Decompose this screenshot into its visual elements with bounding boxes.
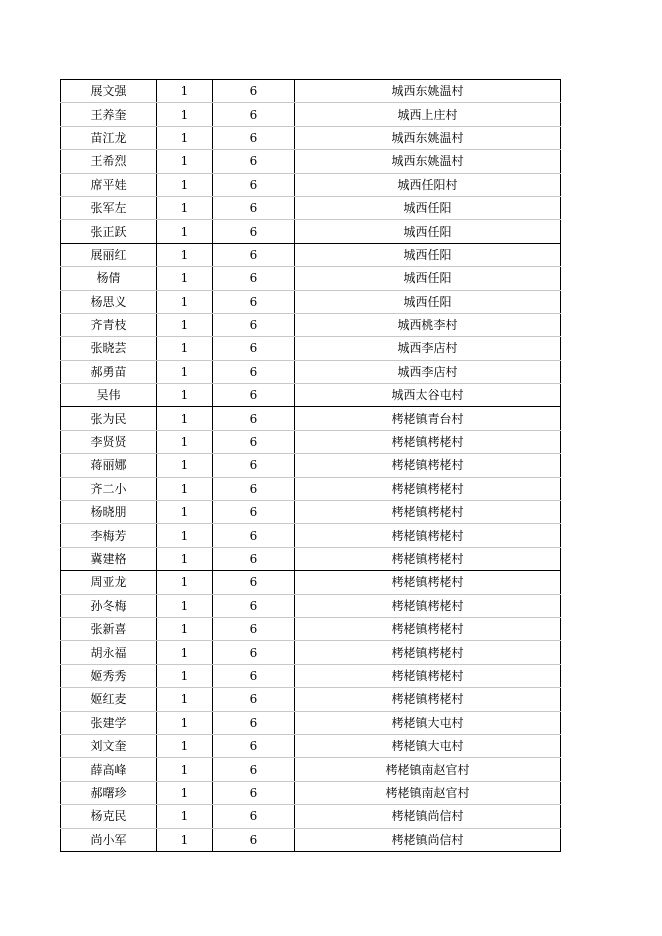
cell-number: 6 [213,173,295,196]
table-row [61,150,561,173]
cell-quantity: 1 [157,337,213,360]
cell-village: 城西李店村 [295,337,561,360]
table-row [61,664,561,687]
cell-name: 周亚龙 [61,571,157,594]
cell-village: 城西东姚温村 [295,150,561,173]
cell-number: 6 [213,196,295,219]
cell-quantity: 1 [157,501,213,524]
cell-name: 胡永福 [61,641,157,664]
cell-quantity: 1 [157,173,213,196]
cell-name: 杨克民 [61,805,157,828]
table-row [61,524,561,547]
cell-number: 6 [213,243,295,266]
cell-name: 齐青枝 [61,313,157,336]
cell-quantity: 1 [157,524,213,547]
cell-village: 栲栳镇南赵官村 [295,758,561,781]
cell-number: 6 [213,688,295,711]
table-row [61,243,561,266]
table-row [61,711,561,734]
cell-village: 栲栳镇大屯村 [295,711,561,734]
cell-quantity: 1 [157,641,213,664]
cell-village: 城西太谷屯村 [295,384,561,407]
cell-village: 城西任阳 [295,243,561,266]
cell-name: 孙冬梅 [61,594,157,617]
cell-quantity: 1 [157,103,213,126]
cell-quantity: 1 [157,313,213,336]
cell-quantity: 1 [157,126,213,149]
cell-village: 栲栳镇栲栳村 [295,594,561,617]
cell-village: 栲栳镇栲栳村 [295,617,561,640]
cell-name: 李贤贤 [61,430,157,453]
cell-quantity: 1 [157,781,213,804]
cell-name: 齐二小 [61,477,157,500]
table-row [61,126,561,149]
cell-name: 张新喜 [61,617,157,640]
cell-village: 栲栳镇南赵官村 [295,781,561,804]
cell-name: 尚小军 [61,828,157,851]
cell-quantity: 1 [157,734,213,757]
roster-table-body [61,80,561,852]
cell-number: 6 [213,384,295,407]
cell-number: 6 [213,337,295,360]
cell-name: 杨倩 [61,267,157,290]
cell-village: 城西任阳 [295,267,561,290]
cell-number: 6 [213,430,295,453]
table-row [61,617,561,640]
cell-name: 展丽红 [61,243,157,266]
cell-village: 城西东姚温村 [295,80,561,103]
cell-name: 蒋丽娜 [61,454,157,477]
cell-name: 席平娃 [61,173,157,196]
table-row [61,547,561,570]
cell-number: 6 [213,103,295,126]
cell-quantity: 1 [157,594,213,617]
cell-number: 6 [213,524,295,547]
cell-village: 城西任阳村 [295,173,561,196]
cell-quantity: 1 [157,196,213,219]
cell-village: 栲栳镇尚信村 [295,805,561,828]
cell-number: 6 [213,407,295,430]
cell-number: 6 [213,220,295,243]
cell-village: 城西任阳 [295,196,561,219]
cell-number: 6 [213,150,295,173]
table-row [61,103,561,126]
cell-number: 6 [213,594,295,617]
cell-quantity: 1 [157,243,213,266]
table-row [61,313,561,336]
cell-village: 栲栳镇栲栳村 [295,501,561,524]
cell-quantity: 1 [157,805,213,828]
cell-number: 6 [213,805,295,828]
table-row [61,220,561,243]
cell-village: 城西任阳 [295,220,561,243]
cell-number: 6 [213,617,295,640]
cell-number: 6 [213,547,295,570]
cell-number: 6 [213,641,295,664]
cell-name: 张为民 [61,407,157,430]
cell-village: 城西上庄村 [295,103,561,126]
cell-name: 姬红麦 [61,688,157,711]
cell-village: 城西李店村 [295,360,561,383]
cell-village: 城西任阳 [295,290,561,313]
cell-number: 6 [213,290,295,313]
cell-number: 6 [213,501,295,524]
cell-quantity: 1 [157,267,213,290]
cell-number: 6 [213,664,295,687]
cell-village: 栲栳镇栲栳村 [295,641,561,664]
cell-quantity: 1 [157,430,213,453]
cell-name: 张晓芸 [61,337,157,360]
cell-number: 6 [213,711,295,734]
cell-number: 6 [213,80,295,103]
table-row [61,805,561,828]
cell-number: 6 [213,477,295,500]
table-row [61,781,561,804]
cell-quantity: 1 [157,758,213,781]
cell-name: 张正跃 [61,220,157,243]
table-row [61,407,561,430]
cell-name: 李梅芳 [61,524,157,547]
cell-name: 王希烈 [61,150,157,173]
table-row [61,688,561,711]
cell-name: 张军左 [61,196,157,219]
cell-name: 展文强 [61,80,157,103]
cell-quantity: 1 [157,711,213,734]
table-row [61,173,561,196]
cell-village: 城西东姚温村 [295,126,561,149]
cell-village: 栲栳镇栲栳村 [295,688,561,711]
roster-table [60,79,561,852]
cell-quantity: 1 [157,477,213,500]
cell-number: 6 [213,313,295,336]
cell-name: 姬秀秀 [61,664,157,687]
cell-name: 苗江龙 [61,126,157,149]
table-row [61,80,561,103]
table-row [61,828,561,851]
cell-quantity: 1 [157,828,213,851]
table-row [61,267,561,290]
table-row [61,454,561,477]
cell-quantity: 1 [157,360,213,383]
cell-quantity: 1 [157,80,213,103]
cell-name: 薛高峰 [61,758,157,781]
cell-name: 王养奎 [61,103,157,126]
cell-village: 栲栳镇栲栳村 [295,547,561,570]
cell-name: 吴伟 [61,384,157,407]
cell-name: 杨思义 [61,290,157,313]
table-row [61,594,561,617]
cell-village: 栲栳镇栲栳村 [295,571,561,594]
cell-name: 刘文奎 [61,734,157,757]
cell-number: 6 [213,454,295,477]
cell-quantity: 1 [157,220,213,243]
cell-quantity: 1 [157,571,213,594]
cell-quantity: 1 [157,688,213,711]
cell-number: 6 [213,360,295,383]
cell-number: 6 [213,828,295,851]
cell-quantity: 1 [157,617,213,640]
table-row [61,290,561,313]
cell-village: 栲栳镇栲栳村 [295,477,561,500]
table-row [61,384,561,407]
cell-quantity: 1 [157,547,213,570]
cell-village: 城西桃李村 [295,313,561,336]
cell-quantity: 1 [157,150,213,173]
table-row [61,734,561,757]
table-row [61,501,561,524]
cell-number: 6 [213,781,295,804]
table-row [61,430,561,453]
cell-number: 6 [213,734,295,757]
cell-quantity: 1 [157,290,213,313]
cell-village: 栲栳镇栲栳村 [295,454,561,477]
cell-name: 杨晓朋 [61,501,157,524]
cell-quantity: 1 [157,454,213,477]
cell-name: 张建学 [61,711,157,734]
table-row [61,360,561,383]
cell-name: 郝曙珍 [61,781,157,804]
cell-number: 6 [213,126,295,149]
table-row [61,571,561,594]
cell-number: 6 [213,758,295,781]
cell-name: 冀建格 [61,547,157,570]
cell-village: 栲栳镇栲栳村 [295,524,561,547]
cell-village: 栲栳镇尚信村 [295,828,561,851]
table-row [61,758,561,781]
cell-village: 栲栳镇大屯村 [295,734,561,757]
cell-quantity: 1 [157,384,213,407]
cell-village: 栲栳镇栲栳村 [295,664,561,687]
table-row [61,477,561,500]
cell-quantity: 1 [157,664,213,687]
cell-village: 栲栳镇栲栳村 [295,430,561,453]
table-row [61,641,561,664]
cell-name: 郝勇苗 [61,360,157,383]
cell-quantity: 1 [157,407,213,430]
cell-number: 6 [213,267,295,290]
cell-number: 6 [213,571,295,594]
table-row [61,196,561,219]
table-row [61,337,561,360]
cell-village: 栲栳镇青台村 [295,407,561,430]
